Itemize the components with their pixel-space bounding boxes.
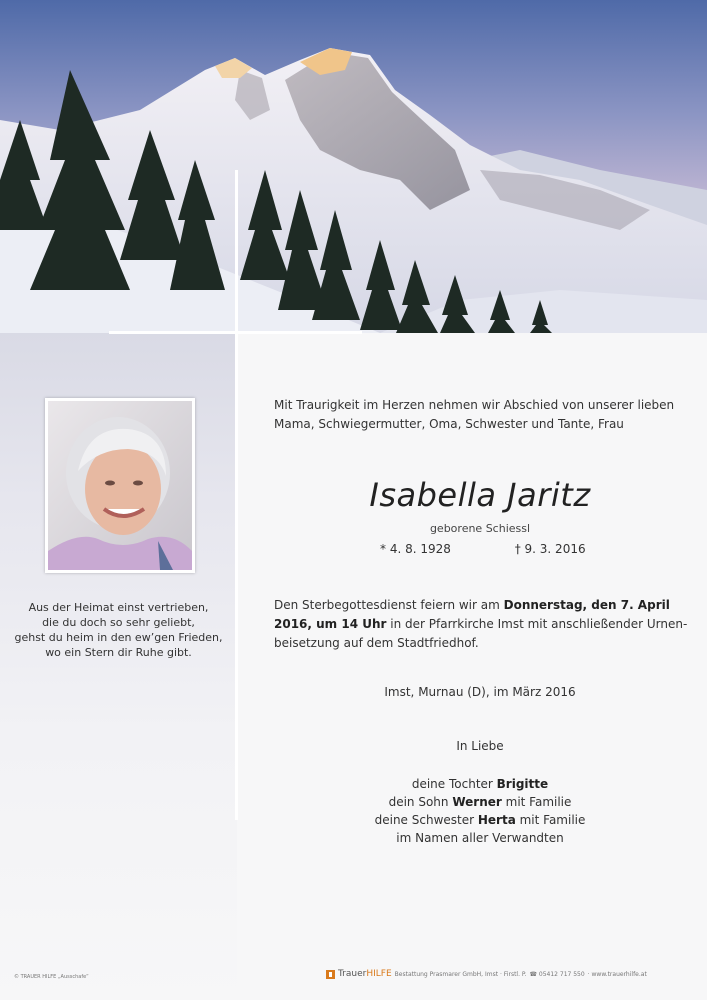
- intro-text: [274, 396, 684, 434]
- service-line: [274, 615, 688, 634]
- copyright-note: © TRAUER HILFE „Ausschafe“: [14, 974, 89, 980]
- service-line: beisetzung auf dem Stadtfriedhof.: [274, 636, 479, 650]
- intro-line: Mama, Schwiegermutter, Oma, Schwester und Tante, Frau: [274, 417, 624, 431]
- brand-name: TrauerHILFE: [338, 969, 392, 979]
- cross-vertical-bar: [235, 170, 238, 820]
- verse-line: Aus der Heimat einst vertrieben,: [28, 601, 209, 614]
- trauerhilfe-logo-icon: [326, 970, 335, 979]
- verse-line: die du doch so sehr geliebt,: [42, 616, 195, 629]
- death-date: † 9. 3. 2016: [514, 542, 586, 556]
- mourner-line: dein Sohn Werner mit Familie: [388, 795, 572, 809]
- header-mountain-image: [0, 0, 707, 333]
- mourner-line: deine Tochter Brigitte: [411, 777, 549, 791]
- memorial-verse: [10, 600, 227, 660]
- company-name: Bestattung Prasmarer GmbH, Imst · Firstl. P.: [394, 970, 527, 978]
- mourner-line: deine Schwester Herta mit Familie: [374, 813, 586, 827]
- service-line: [274, 596, 676, 615]
- service-date: Donnerstag, den 7. April: [503, 598, 670, 612]
- footer-bar: [326, 968, 647, 980]
- mourners-list: [290, 775, 670, 847]
- company-phone: ☎ 05412 717 550: [529, 970, 585, 978]
- maiden-name: geborene Schiessl: [429, 522, 531, 535]
- service-text: in der Pfarrkirche Imst mit anschließender Urnen-: [386, 617, 688, 631]
- service-time: 2016, um 14 Uhr: [274, 617, 387, 631]
- closing-phrase: In Liebe: [456, 739, 504, 753]
- life-dates: [380, 542, 680, 556]
- company-website[interactable]: · www.trauerhilfe.at: [587, 970, 647, 978]
- service-text: Den Sterbegottesdienst feiern wir am: [274, 598, 504, 612]
- deceased-name: Isabella Jaritz: [369, 476, 591, 514]
- portrait-photo: [45, 398, 195, 573]
- service-announcement: [274, 596, 688, 653]
- cross-horizontal-bar: [109, 331, 362, 334]
- verse-line: wo ein Stern dir Ruhe gibt.: [45, 646, 192, 659]
- verse-line: gehst du heim in den ew’gen Frieden,: [14, 631, 223, 644]
- place-and-date: Imst, Murnau (D), im März 2016: [384, 685, 576, 699]
- birth-date: * 4. 8. 1928: [380, 542, 451, 556]
- mourner-line: im Namen aller Verwandten: [396, 831, 564, 845]
- intro-line: Mit Traurigkeit im Herzen nehmen wir Abschied von unserer lieben: [274, 398, 675, 412]
